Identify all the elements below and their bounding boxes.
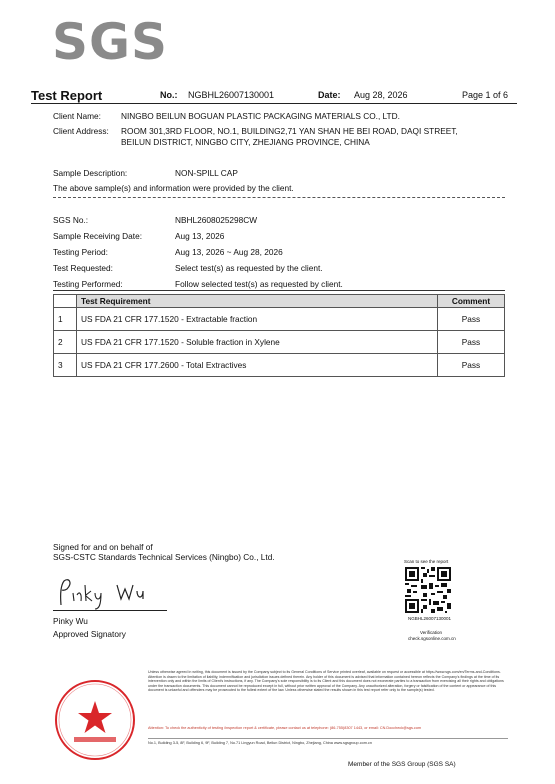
report-date: Aug 28, 2026 [354,90,408,100]
report-no: NGBHL26007130001 [188,90,275,100]
info-label: SGS No.: [53,215,89,225]
client-address-line2: BEILUN DISTRICT, NINGBO CITY, ZHEJIANG PROVINCE, CHINA [121,137,370,147]
info-value: Follow selected test(s) as requested by client. [175,279,343,289]
signatory-title: Approved Signatory [53,629,126,639]
row-requirement: US FDA 21 CFR 177.1520 - Extractable fraction [77,308,438,331]
qr-report-number: NGBHL26007130001 [408,616,452,621]
sgs-logo [50,13,169,71]
dashed-divider [53,197,505,198]
table-row [54,331,505,354]
info-label: Sample Receiving Date: [53,231,143,241]
header-requirement: Test Requirement [77,295,438,308]
qr-verification-url: check.sgsonline.com.cn [408,636,456,641]
footer-disclaimer: Unless otherwise agreed in writing, this document is issued by the Company subject to its General Conditions of Service printed overleaf, available on request or accessible at https://www.sgs.com/en/Terms-and-Conditions. Attention is drawn to the limitation of liability, indemnification and jurisdiction issues defined therein. Any holder of this document is advised that information contained hereon reflects the Company's findings at the time of its intervention only and within the limits of Client's instructions, if any. The Company's sole responsibility is to its Client and this document does not exonerate parties to a transaction from exercising all their rights and obligations under the transaction documents. This document cannot be reproduced except in full, without prior written approval of the Company. Any unauthorized alteration, forgery or falsification of the content or appearance of this document is unlawful and offenders may be prosecuted to the fullest extent of the law. Unless otherwise stated the results shown in this test report refer only to the sample(s) tested. [148,670,504,692]
qr-verification-label: Verification [420,630,443,635]
sgs-group-member: Member of the SGS Group (SGS SA) [348,761,456,768]
sample-description: NON-SPILL CAP [175,168,238,178]
info-label: Test Requested: [53,263,113,273]
row-number: 2 [54,331,77,354]
client-address-line1: ROOM 301,3RD FLOOR, NO.1, BUILDING2,71 YAN SHAN HE BEI ROAD, DAQI STREET, [121,126,458,136]
info-label: Testing Performed: [53,279,123,289]
client-address-label: Client Address: [53,126,109,136]
signing-company: SGS-CSTC Standards Technical Services (Ningbo) Co., Ltd. [53,552,275,562]
info-value: Aug 13, 2026 ~ Aug 28, 2026 [175,247,283,257]
report-no-label: No.: [160,90,178,100]
row-comment: Pass [438,331,505,354]
signatory-name: Pinky Wu [53,616,88,626]
qr-code-icon [405,567,451,613]
table-header-row [54,295,505,308]
signature-line [53,610,167,611]
info-label: Testing Period: [53,247,108,257]
info-value: Aug 13, 2026 [175,231,225,241]
report-title: Test Report [31,88,103,103]
sample-description-label: Sample Description: [53,168,128,178]
page-indicator: Page 1 of 6 [462,90,509,100]
signed-on-behalf: Signed for and on behalf of [53,542,153,552]
client-name: NINGBO BEILUN BOGUAN PLASTIC PACKAGING MATERIALS CO., LTD. [121,111,400,121]
footer-address: No.1, Building 3-5, 8F, Building 6, 9F, Building 7, No.71 Lingyun Road, Beilun District, Ningbo, Zhejiang, China www.sgsgroup.com.cn [148,741,372,745]
company-seal [54,679,136,761]
header-rule [31,103,517,104]
qr-caption: Scan to see the report [404,559,449,564]
table-row [54,354,505,377]
info-value: NBHL2608025298CW [175,215,258,225]
info-rule [53,290,505,291]
row-comment: Pass [438,354,505,377]
logo-text: SGS [52,13,169,71]
header-comment: Comment [438,295,505,308]
header-num [54,295,77,308]
sample-note: The above sample(s) and information were provided by the client. [53,183,294,193]
footer-divider [148,738,508,739]
info-value: Select test(s) as requested by the client. [175,263,323,273]
footer-attention: Attention: To check the authenticity of testing /inspection report & certificate, please contact us at telephone: (86-755)8307 1443, or email: CN.Doccheck@sgs.com [148,726,422,730]
client-name-label: Client Name: [53,111,101,121]
row-requirement: US FDA 21 CFR 177.1520 - Soluble fraction in Xylene [77,331,438,354]
row-number: 1 [54,308,77,331]
row-requirement: US FDA 21 CFR 177.2600 - Total Extractives [77,354,438,377]
test-requirement-table [53,294,505,377]
report-date-label: Date: [318,90,341,100]
row-comment: Pass [438,308,505,331]
handwritten-signature [55,575,175,611]
table-row [54,308,505,331]
row-number: 3 [54,354,77,377]
